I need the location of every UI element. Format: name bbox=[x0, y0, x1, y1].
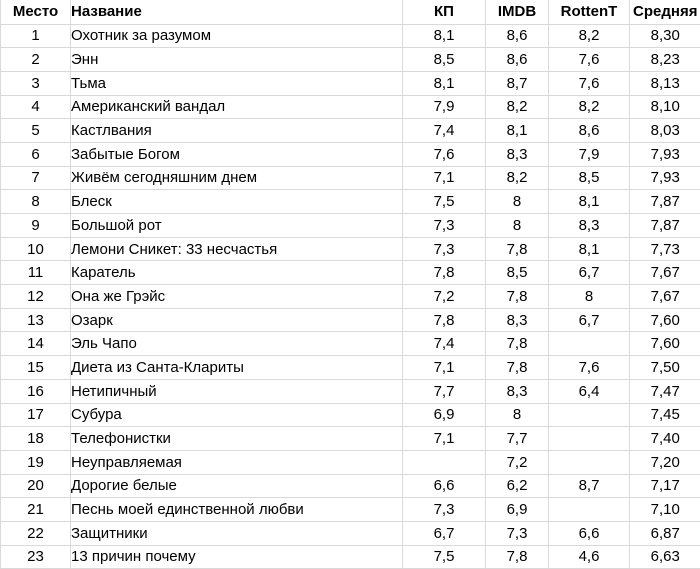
table-row bbox=[1, 379, 700, 403]
cell-average[interactable]: 6,87 bbox=[630, 521, 700, 545]
cell-imdb-rating[interactable]: 8 bbox=[486, 214, 549, 238]
cell-average[interactable]: 8,10 bbox=[630, 95, 700, 119]
table-row bbox=[1, 474, 700, 498]
cell-place[interactable]: 14 bbox=[1, 332, 71, 356]
cell-title[interactable]: 13 причин почему bbox=[71, 545, 403, 569]
cell-kp-rating[interactable]: 8,5 bbox=[403, 48, 486, 72]
cell-place[interactable]: 19 bbox=[1, 450, 71, 474]
cell-average[interactable]: 7,50 bbox=[630, 356, 700, 380]
cell-title[interactable]: Защитники bbox=[71, 521, 403, 545]
cell-imdb-rating[interactable]: 7,8 bbox=[486, 332, 549, 356]
cell-place[interactable]: 3 bbox=[1, 71, 71, 95]
cell-average[interactable]: 7,93 bbox=[630, 166, 700, 190]
table-body bbox=[1, 24, 700, 569]
cell-rotten-rating[interactable]: 4,6 bbox=[549, 545, 630, 569]
header-row bbox=[1, 0, 700, 24]
cell-rotten-rating[interactable]: 6,7 bbox=[549, 308, 630, 332]
cell-imdb-rating[interactable]: 7,8 bbox=[486, 545, 549, 569]
cell-imdb-rating[interactable]: 8,6 bbox=[486, 48, 549, 72]
cell-kp-rating[interactable] bbox=[403, 450, 486, 474]
cell-kp-rating[interactable]: 7,9 bbox=[403, 95, 486, 119]
cell-imdb-rating[interactable]: 8,2 bbox=[486, 166, 549, 190]
cell-imdb-rating[interactable]: 7,3 bbox=[486, 521, 549, 545]
cell-average[interactable]: 7,47 bbox=[630, 379, 700, 403]
cell-rotten-rating[interactable]: 8,1 bbox=[549, 190, 630, 214]
cell-title[interactable]: Живём сегодняшним днем bbox=[71, 166, 403, 190]
cell-kp-rating[interactable]: 6,9 bbox=[403, 403, 486, 427]
cell-kp-rating[interactable]: 7,5 bbox=[403, 190, 486, 214]
cell-imdb-rating[interactable]: 7,8 bbox=[486, 285, 549, 309]
cell-place[interactable]: 13 bbox=[1, 308, 71, 332]
cell-imdb-rating[interactable]: 8,3 bbox=[486, 308, 549, 332]
cell-imdb-rating[interactable]: 8,3 bbox=[486, 142, 549, 166]
table-row bbox=[1, 166, 700, 190]
cell-imdb-rating[interactable]: 7,8 bbox=[486, 356, 549, 380]
table-row bbox=[1, 24, 700, 48]
cell-rotten-rating[interactable] bbox=[549, 403, 630, 427]
cell-place[interactable]: 8 bbox=[1, 190, 71, 214]
table-row bbox=[1, 308, 700, 332]
cell-average[interactable]: 7,40 bbox=[630, 427, 700, 451]
cell-place[interactable]: 7 bbox=[1, 166, 71, 190]
table-row bbox=[1, 332, 700, 356]
cell-place[interactable]: 20 bbox=[1, 474, 71, 498]
cell-kp-rating[interactable]: 7,3 bbox=[403, 214, 486, 238]
cell-place[interactable]: 22 bbox=[1, 521, 71, 545]
cell-title[interactable]: Телефонистки bbox=[71, 427, 403, 451]
cell-average[interactable]: 7,73 bbox=[630, 237, 700, 261]
cell-place[interactable]: 5 bbox=[1, 119, 71, 143]
header-average[interactable]: Средняя bbox=[630, 0, 700, 24]
cell-rotten-rating[interactable]: 8,5 bbox=[549, 166, 630, 190]
cell-title[interactable]: Тьма bbox=[71, 71, 403, 95]
table-row bbox=[1, 261, 700, 285]
cell-imdb-rating[interactable]: 8,2 bbox=[486, 95, 549, 119]
table-row bbox=[1, 95, 700, 119]
cell-title[interactable]: Лемони Сникет: 33 несчастья bbox=[71, 237, 403, 261]
cell-rotten-rating[interactable] bbox=[549, 427, 630, 451]
cell-title[interactable]: Американский вандал bbox=[71, 95, 403, 119]
cell-kp-rating[interactable]: 8,1 bbox=[403, 71, 486, 95]
cell-rotten-rating[interactable]: 6,6 bbox=[549, 521, 630, 545]
header-kp[interactable]: КП bbox=[403, 0, 486, 24]
cell-place[interactable]: 21 bbox=[1, 498, 71, 522]
cell-place[interactable]: 17 bbox=[1, 403, 71, 427]
cell-average[interactable]: 7,87 bbox=[630, 190, 700, 214]
cell-place[interactable]: 1 bbox=[1, 24, 71, 48]
table-header bbox=[1, 0, 700, 24]
cell-imdb-rating[interactable]: 8,6 bbox=[486, 24, 549, 48]
table-row bbox=[1, 450, 700, 474]
cell-average[interactable]: 7,93 bbox=[630, 142, 700, 166]
cell-rotten-rating[interactable]: 7,6 bbox=[549, 356, 630, 380]
cell-rotten-rating[interactable] bbox=[549, 332, 630, 356]
table-row bbox=[1, 237, 700, 261]
cell-imdb-rating[interactable]: 7,8 bbox=[486, 237, 549, 261]
cell-average[interactable]: 7,10 bbox=[630, 498, 700, 522]
cell-rotten-rating[interactable] bbox=[549, 450, 630, 474]
cell-rotten-rating[interactable]: 8,6 bbox=[549, 119, 630, 143]
cell-title[interactable]: Энн bbox=[71, 48, 403, 72]
cell-title[interactable]: Песнь моей единственной любви bbox=[71, 498, 403, 522]
cell-place[interactable]: 23 bbox=[1, 545, 71, 569]
cell-rotten-rating[interactable]: 6,4 bbox=[549, 379, 630, 403]
table-row bbox=[1, 356, 700, 380]
cell-average[interactable]: 7,45 bbox=[630, 403, 700, 427]
cell-kp-rating[interactable]: 7,5 bbox=[403, 545, 486, 569]
cell-kp-rating[interactable]: 7,6 bbox=[403, 142, 486, 166]
cell-place[interactable]: 12 bbox=[1, 285, 71, 309]
cell-place[interactable]: 18 bbox=[1, 427, 71, 451]
cell-title[interactable]: Неуправляемая bbox=[71, 450, 403, 474]
cell-kp-rating[interactable]: 7,1 bbox=[403, 166, 486, 190]
cell-average[interactable]: 7,67 bbox=[630, 261, 700, 285]
cell-imdb-rating[interactable]: 8 bbox=[486, 190, 549, 214]
cell-average[interactable]: 8,13 bbox=[630, 71, 700, 95]
cell-average[interactable]: 7,67 bbox=[630, 285, 700, 309]
cell-rotten-rating[interactable]: 8,2 bbox=[549, 24, 630, 48]
cell-average[interactable]: 7,60 bbox=[630, 332, 700, 356]
cell-imdb-rating[interactable]: 7,2 bbox=[486, 450, 549, 474]
cell-imdb-rating[interactable]: 8,3 bbox=[486, 379, 549, 403]
cell-place[interactable]: 16 bbox=[1, 379, 71, 403]
cell-rotten-rating[interactable] bbox=[549, 498, 630, 522]
cell-rotten-rating[interactable]: 8 bbox=[549, 285, 630, 309]
header-imdb[interactable]: IMDB bbox=[486, 0, 549, 24]
cell-title[interactable]: Озарк bbox=[71, 308, 403, 332]
cell-kp-rating[interactable]: 7,3 bbox=[403, 237, 486, 261]
cell-average[interactable]: 7,17 bbox=[630, 474, 700, 498]
cell-kp-rating[interactable]: 7,8 bbox=[403, 308, 486, 332]
cell-title[interactable]: Дорогие белые bbox=[71, 474, 403, 498]
table-row bbox=[1, 142, 700, 166]
table-row bbox=[1, 48, 700, 72]
cell-imdb-rating[interactable]: 7,7 bbox=[486, 427, 549, 451]
cell-average[interactable]: 8,23 bbox=[630, 48, 700, 72]
cell-title[interactable]: Она же Грэйс bbox=[71, 285, 403, 309]
cell-kp-rating[interactable]: 8,1 bbox=[403, 24, 486, 48]
cell-kp-rating[interactable]: 7,4 bbox=[403, 332, 486, 356]
cell-imdb-rating[interactable]: 8,1 bbox=[486, 119, 549, 143]
table-row bbox=[1, 403, 700, 427]
cell-average[interactable]: 8,03 bbox=[630, 119, 700, 143]
table-row bbox=[1, 71, 700, 95]
cell-imdb-rating[interactable]: 6,9 bbox=[486, 498, 549, 522]
cell-place[interactable]: 6 bbox=[1, 142, 71, 166]
cell-rotten-rating[interactable]: 8,7 bbox=[549, 474, 630, 498]
cell-title[interactable]: Нетипичный bbox=[71, 379, 403, 403]
cell-kp-rating[interactable]: 6,6 bbox=[403, 474, 486, 498]
header-place[interactable]: Место bbox=[1, 0, 71, 24]
cell-kp-rating[interactable]: 7,1 bbox=[403, 427, 486, 451]
cell-rotten-rating[interactable]: 8,1 bbox=[549, 237, 630, 261]
cell-imdb-rating[interactable]: 8,5 bbox=[486, 261, 549, 285]
cell-average[interactable]: 8,30 bbox=[630, 24, 700, 48]
cell-rotten-rating[interactable]: 7,6 bbox=[549, 48, 630, 72]
table-row bbox=[1, 190, 700, 214]
cell-place[interactable]: 10 bbox=[1, 237, 71, 261]
cell-title[interactable]: Блеск bbox=[71, 190, 403, 214]
table-row bbox=[1, 427, 700, 451]
cell-kp-rating[interactable]: 6,7 bbox=[403, 521, 486, 545]
cell-place[interactable]: 2 bbox=[1, 48, 71, 72]
cell-rotten-rating[interactable]: 8,3 bbox=[549, 214, 630, 238]
table-row bbox=[1, 521, 700, 545]
cell-imdb-rating[interactable]: 8,7 bbox=[486, 71, 549, 95]
cell-kp-rating[interactable]: 7,1 bbox=[403, 356, 486, 380]
cell-kp-rating[interactable]: 7,8 bbox=[403, 261, 486, 285]
cell-title[interactable]: Забытые Богом bbox=[71, 142, 403, 166]
table-row bbox=[1, 119, 700, 143]
cell-kp-rating[interactable]: 7,2 bbox=[403, 285, 486, 309]
cell-title[interactable]: Эль Чапо bbox=[71, 332, 403, 356]
cell-title[interactable]: Диета из Санта-Клариты bbox=[71, 356, 403, 380]
table-row bbox=[1, 498, 700, 522]
cell-rotten-rating[interactable]: 7,9 bbox=[549, 142, 630, 166]
cell-average[interactable]: 6,63 bbox=[630, 545, 700, 569]
cell-rotten-rating[interactable]: 7,6 bbox=[549, 71, 630, 95]
cell-kp-rating[interactable]: 7,7 bbox=[403, 379, 486, 403]
cell-kp-rating[interactable]: 7,4 bbox=[403, 119, 486, 143]
table-row bbox=[1, 285, 700, 309]
table-row bbox=[1, 545, 700, 569]
table-row bbox=[1, 214, 700, 238]
cell-average[interactable]: 7,60 bbox=[630, 308, 700, 332]
cell-place[interactable]: 9 bbox=[1, 214, 71, 238]
cell-title[interactable]: Каратель bbox=[71, 261, 403, 285]
cell-rotten-rating[interactable]: 8,2 bbox=[549, 95, 630, 119]
cell-place[interactable]: 11 bbox=[1, 261, 71, 285]
cell-average[interactable]: 7,87 bbox=[630, 214, 700, 238]
header-title[interactable]: Название bbox=[71, 0, 403, 24]
cell-title[interactable]: Охотник за разумом bbox=[71, 24, 403, 48]
header-rottent[interactable]: RottenT bbox=[549, 0, 630, 24]
cell-title[interactable]: Большой рот bbox=[71, 214, 403, 238]
cell-place[interactable]: 15 bbox=[1, 356, 71, 380]
cell-imdb-rating[interactable]: 8 bbox=[486, 403, 549, 427]
cell-kp-rating[interactable]: 7,3 bbox=[403, 498, 486, 522]
cell-place[interactable]: 4 bbox=[1, 95, 71, 119]
cell-rotten-rating[interactable]: 6,7 bbox=[549, 261, 630, 285]
cell-title[interactable]: Субура bbox=[71, 403, 403, 427]
cell-average[interactable]: 7,20 bbox=[630, 450, 700, 474]
cell-imdb-rating[interactable]: 6,2 bbox=[486, 474, 549, 498]
cell-title[interactable]: Кастлвания bbox=[71, 119, 403, 143]
